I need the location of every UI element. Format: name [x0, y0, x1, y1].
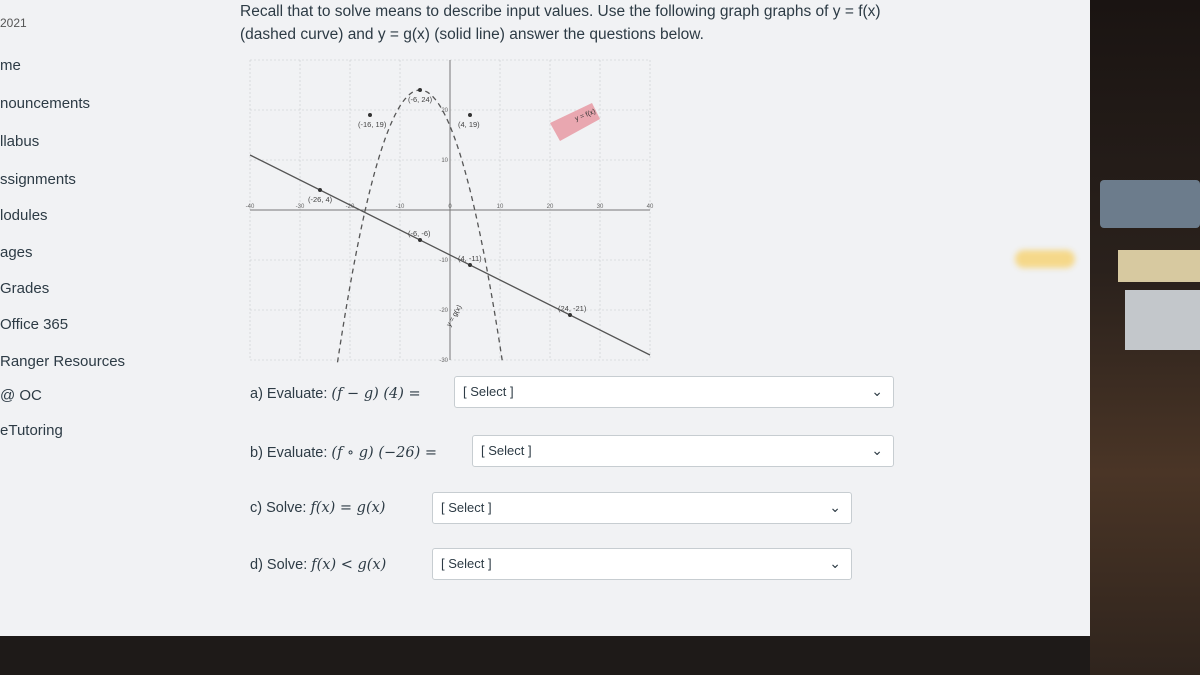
answer-b-select-text: [ Select ] — [481, 443, 532, 458]
question-line-1: Recall that to solve means to describe input values. Use the following graph graphs of y = f(x) — [240, 3, 881, 20]
point-label: (-26, 4) — [308, 195, 333, 204]
x-tick-label: -40 — [245, 204, 255, 210]
graph-point — [368, 113, 372, 117]
monitor-bezel — [0, 636, 1100, 675]
answer-c-select-text: [ Select ] — [441, 500, 492, 515]
background-object — [1125, 290, 1200, 350]
lamp-glow — [1015, 250, 1075, 268]
question-c-prefix: c) Solve: — [250, 500, 311, 516]
answer-c-select[interactable] — [432, 492, 852, 524]
graph-point — [418, 88, 422, 92]
y-tick-label: -30 — [439, 358, 448, 364]
answer-a-select[interactable] — [454, 376, 894, 408]
y-tick-label: -20 — [439, 308, 448, 314]
nav-home[interactable]: me — [0, 57, 21, 74]
point-label: (4, 19) — [458, 120, 480, 129]
graph-point-labels — [308, 88, 587, 317]
x-tick-label: 20 — [546, 204, 554, 210]
chevron-down-icon: ⌄ — [871, 383, 883, 399]
y-tick-label: -10 — [439, 258, 448, 264]
nav-modules[interactable]: lodules — [0, 207, 48, 224]
x-tick-label: -20 — [345, 204, 355, 210]
answer-d-select[interactable] — [432, 548, 852, 580]
nav-announcements[interactable]: nouncements — [0, 95, 91, 112]
question-a — [250, 386, 421, 402]
x-tick-label: 10 — [496, 204, 504, 210]
f-label-arrow — [550, 103, 600, 141]
y-tick-label: 10 — [441, 158, 448, 164]
question-line-2: (dashed curve) and y = g(x) (solid line) answer the questions below. — [240, 26, 704, 43]
nav-office-365[interactable]: Office 365 — [0, 316, 69, 333]
question-text — [240, 0, 1000, 46]
background-device — [1100, 180, 1200, 228]
nav-oc[interactable]: @ OC — [0, 387, 42, 404]
graph-point — [468, 263, 472, 267]
x-tick-label: -10 — [395, 204, 405, 210]
chevron-down-icon: ⌄ — [829, 555, 841, 571]
x-tick-label: 0 — [448, 204, 452, 210]
nav-assignments[interactable]: ssignments — [0, 171, 76, 188]
x-tick-label: -30 — [295, 204, 305, 210]
chevron-down-icon: ⌄ — [829, 499, 841, 515]
f-label: y = f(x) — [574, 108, 597, 123]
nav-pages[interactable]: ages — [0, 244, 33, 261]
question-b-prefix: b) Evaluate: — [250, 445, 332, 461]
point-label: (-16, 19) — [358, 120, 387, 129]
question-b — [250, 445, 437, 461]
g-label: y = g(x) — [445, 304, 464, 328]
point-label: (-6, -6) — [408, 229, 431, 238]
answer-a-select-text: [ Select ] — [463, 384, 514, 399]
nav-syllabus[interactable]: llabus — [0, 133, 40, 150]
graph-point — [568, 313, 572, 317]
function-graph — [240, 55, 660, 375]
x-tick-label: 30 — [596, 204, 604, 210]
nav-grades[interactable]: Grades — [0, 280, 50, 297]
question-d-prefix: d) Solve: — [250, 557, 312, 573]
background-object — [1118, 250, 1200, 282]
question-a-expr: (f − g) (4) = — [331, 386, 421, 402]
question-a-prefix: a) Evaluate: — [250, 386, 332, 402]
point-label: (-6, 24) — [408, 95, 433, 104]
point-label: (4, -11) — [458, 254, 482, 263]
graph-point — [468, 113, 472, 117]
nav-ranger-resources[interactable]: Ranger Resources — [0, 353, 126, 370]
nav-etutoring[interactable]: eTutoring — [0, 422, 63, 439]
y-tick-label: 20 — [441, 108, 448, 114]
question-c — [250, 500, 385, 516]
question-d — [250, 557, 386, 573]
graph-point — [418, 238, 422, 242]
question-b-expr: (f ∘ g) (−26) = — [331, 445, 437, 461]
question-d-expr: f(x) < g(x) — [311, 557, 387, 573]
x-tick-label: 40 — [646, 204, 654, 210]
question-c-expr: f(x) = g(x) — [310, 500, 386, 516]
answer-b-select[interactable] — [472, 435, 894, 467]
graph-point — [318, 188, 322, 192]
quiz-question — [200, 0, 1090, 640]
point-label: (24, -21) — [558, 304, 587, 313]
term-year: 2021 — [0, 16, 27, 30]
f-dashed-curve — [338, 90, 503, 362]
answer-d-select-text: [ Select ] — [441, 556, 492, 571]
course-nav — [0, 0, 170, 640]
chevron-down-icon: ⌄ — [871, 442, 883, 458]
